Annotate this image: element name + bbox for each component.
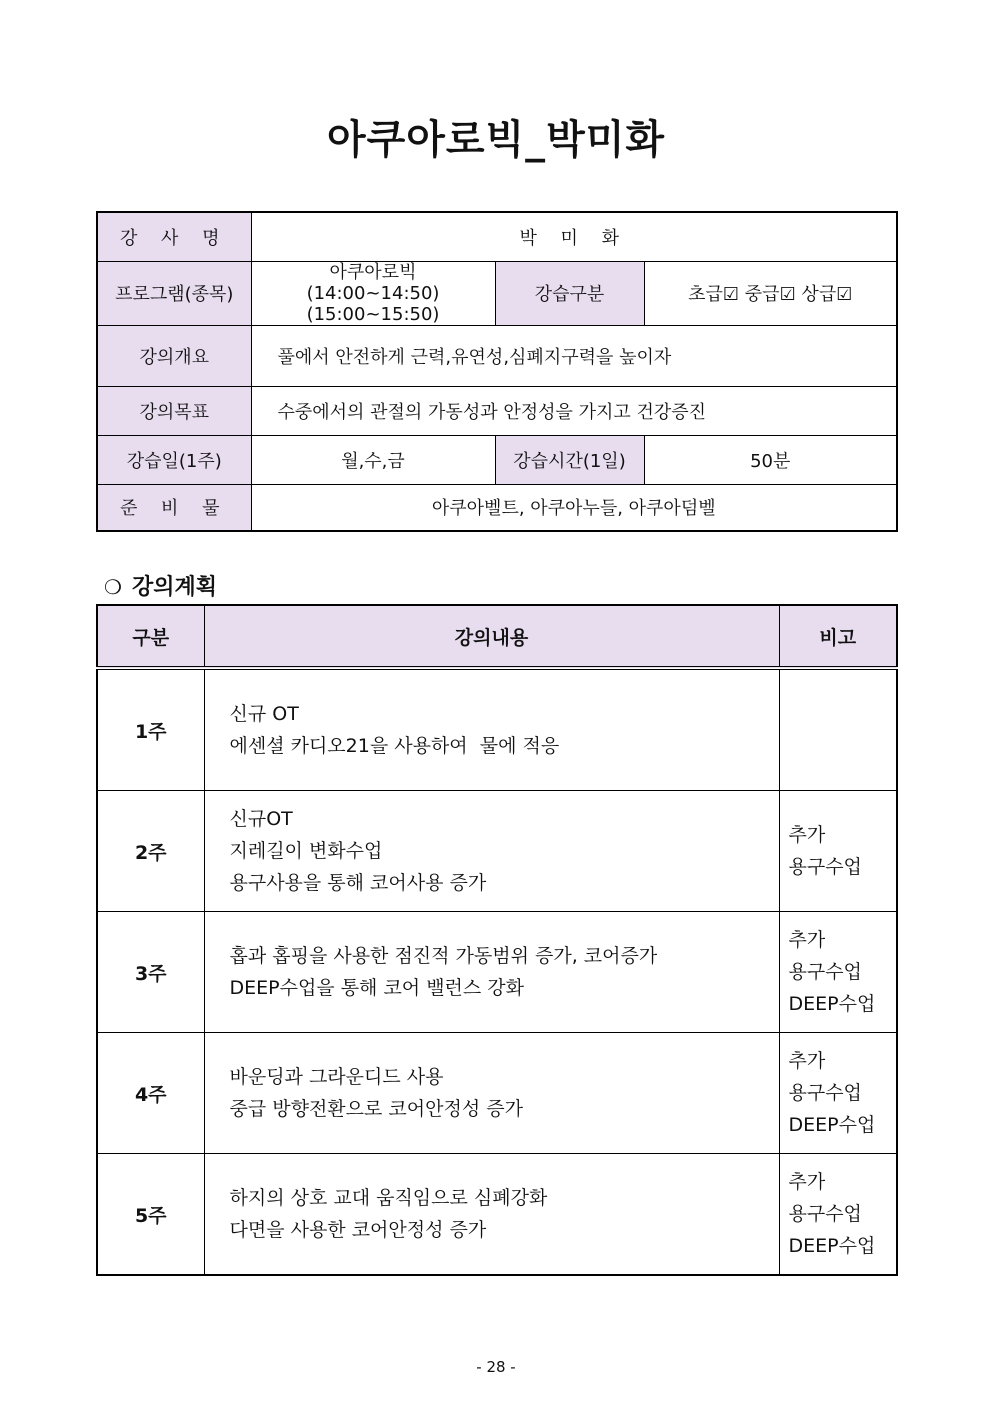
plan-content-line: 신규 OT [229,703,299,725]
days-value: 월,수,금 [251,435,495,484]
plan-note-line: 추가 [788,1171,826,1193]
level-value: 초급☑ 중급☑ 상급☑ [644,261,897,325]
plan-content-line: 에센셜 카디오21을 사용하여 물에 적응 [229,735,560,757]
plan-content [204,668,779,791]
instructor-label: 강 사 명 [97,212,251,261]
plan-content [204,912,779,1033]
plan-week: 5주 [97,1154,204,1276]
plan-note-line: 용구수업 [788,856,862,878]
plan-note-line: 용구수업 [788,1203,862,1225]
plan-content-line: 다면을 사용한 코어안정성 증가 [229,1219,487,1241]
level-label: 강습구분 [495,261,644,325]
plan-content [204,1154,779,1276]
plan-content-line: 바운딩과 그라운디드 사용 [229,1066,444,1088]
overview-value: 풀에서 안전하게 근력,유연성,심폐지구력을 높이자 [251,325,897,386]
plan-note-line: 추가 [788,929,826,951]
section-title: 강의계획 [131,575,217,600]
plan-content-line: 홉과 홉핑을 사용한 점진적 가동범위 증가, 코어증가 [229,945,658,967]
program-time-2: (15:00~15:50) [306,303,440,325]
plan-note [779,912,897,1033]
plan-row [97,791,897,912]
plan-content [204,1033,779,1154]
plan-note-line: DEEP수업 [788,1114,876,1136]
circle-bullet-icon: ❍ [104,575,122,599]
header-content: 강의내용 [204,605,779,668]
duration-label: 강습시간(1일) [495,435,644,484]
course-info-table [96,211,898,532]
goal-label: 강의목표 [97,386,251,435]
program-value [251,261,495,325]
supplies-label: 준 비 물 [97,484,251,531]
days-label: 강습일(1주) [97,435,251,484]
section-heading [104,570,217,601]
plan-note [779,668,897,791]
plan-note [779,1154,897,1276]
instructor-value: 박 미 화 [251,212,897,261]
plan-note-line: 추가 [788,1050,826,1072]
plan-note [779,1033,897,1154]
plan-note-line: DEEP수업 [788,1235,876,1257]
plan-note-line: DEEP수업 [788,993,876,1015]
supplies-value: 아쿠아벨트, 아쿠아누들, 아쿠아덤벨 [251,484,897,531]
plan-content-line: 하지의 상호 교대 움직임으로 심폐강화 [229,1187,548,1209]
plan-note [779,791,897,912]
plan-content-line: 지레길이 변화수업 [229,840,383,862]
plan-note-line: 용구수업 [788,961,862,983]
plan-content-line: 중급 방향전환으로 코어안정성 증가 [229,1098,523,1120]
header-week: 구분 [97,605,204,668]
plan-row [97,668,897,791]
page-number: - 28 - [476,1358,516,1376]
lesson-plan-table [96,604,898,1276]
plan-row [97,912,897,1033]
plan-content [204,791,779,912]
plan-content-line: 용구사용을 통해 코어사용 증가 [229,872,487,894]
plan-row [97,1033,897,1154]
plan-week: 4주 [97,1033,204,1154]
plan-row [97,1154,897,1276]
plan-week: 1주 [97,668,204,791]
plan-note-line: 용구수업 [788,1082,862,1104]
program-time-1: (14:00~14:50) [306,282,440,304]
plan-content-line: 신규OT [229,808,293,830]
header-note: 비고 [779,605,897,668]
plan-week: 3주 [97,912,204,1033]
duration-value: 50분 [644,435,897,484]
program-name: 아쿠아로빅 [329,261,417,283]
overview-label: 강의개요 [97,325,251,386]
program-label: 프로그램(종목) [97,261,251,325]
page-title: 아쿠아로빅_박미화 [326,117,666,163]
goal-value: 수중에서의 관절의 가동성과 안정성을 가지고 건강증진 [251,386,897,435]
plan-note-line: 추가 [788,824,826,846]
plan-content-line: DEEP수업을 통해 코어 밸런스 강화 [229,977,525,999]
plan-week: 2주 [97,791,204,912]
